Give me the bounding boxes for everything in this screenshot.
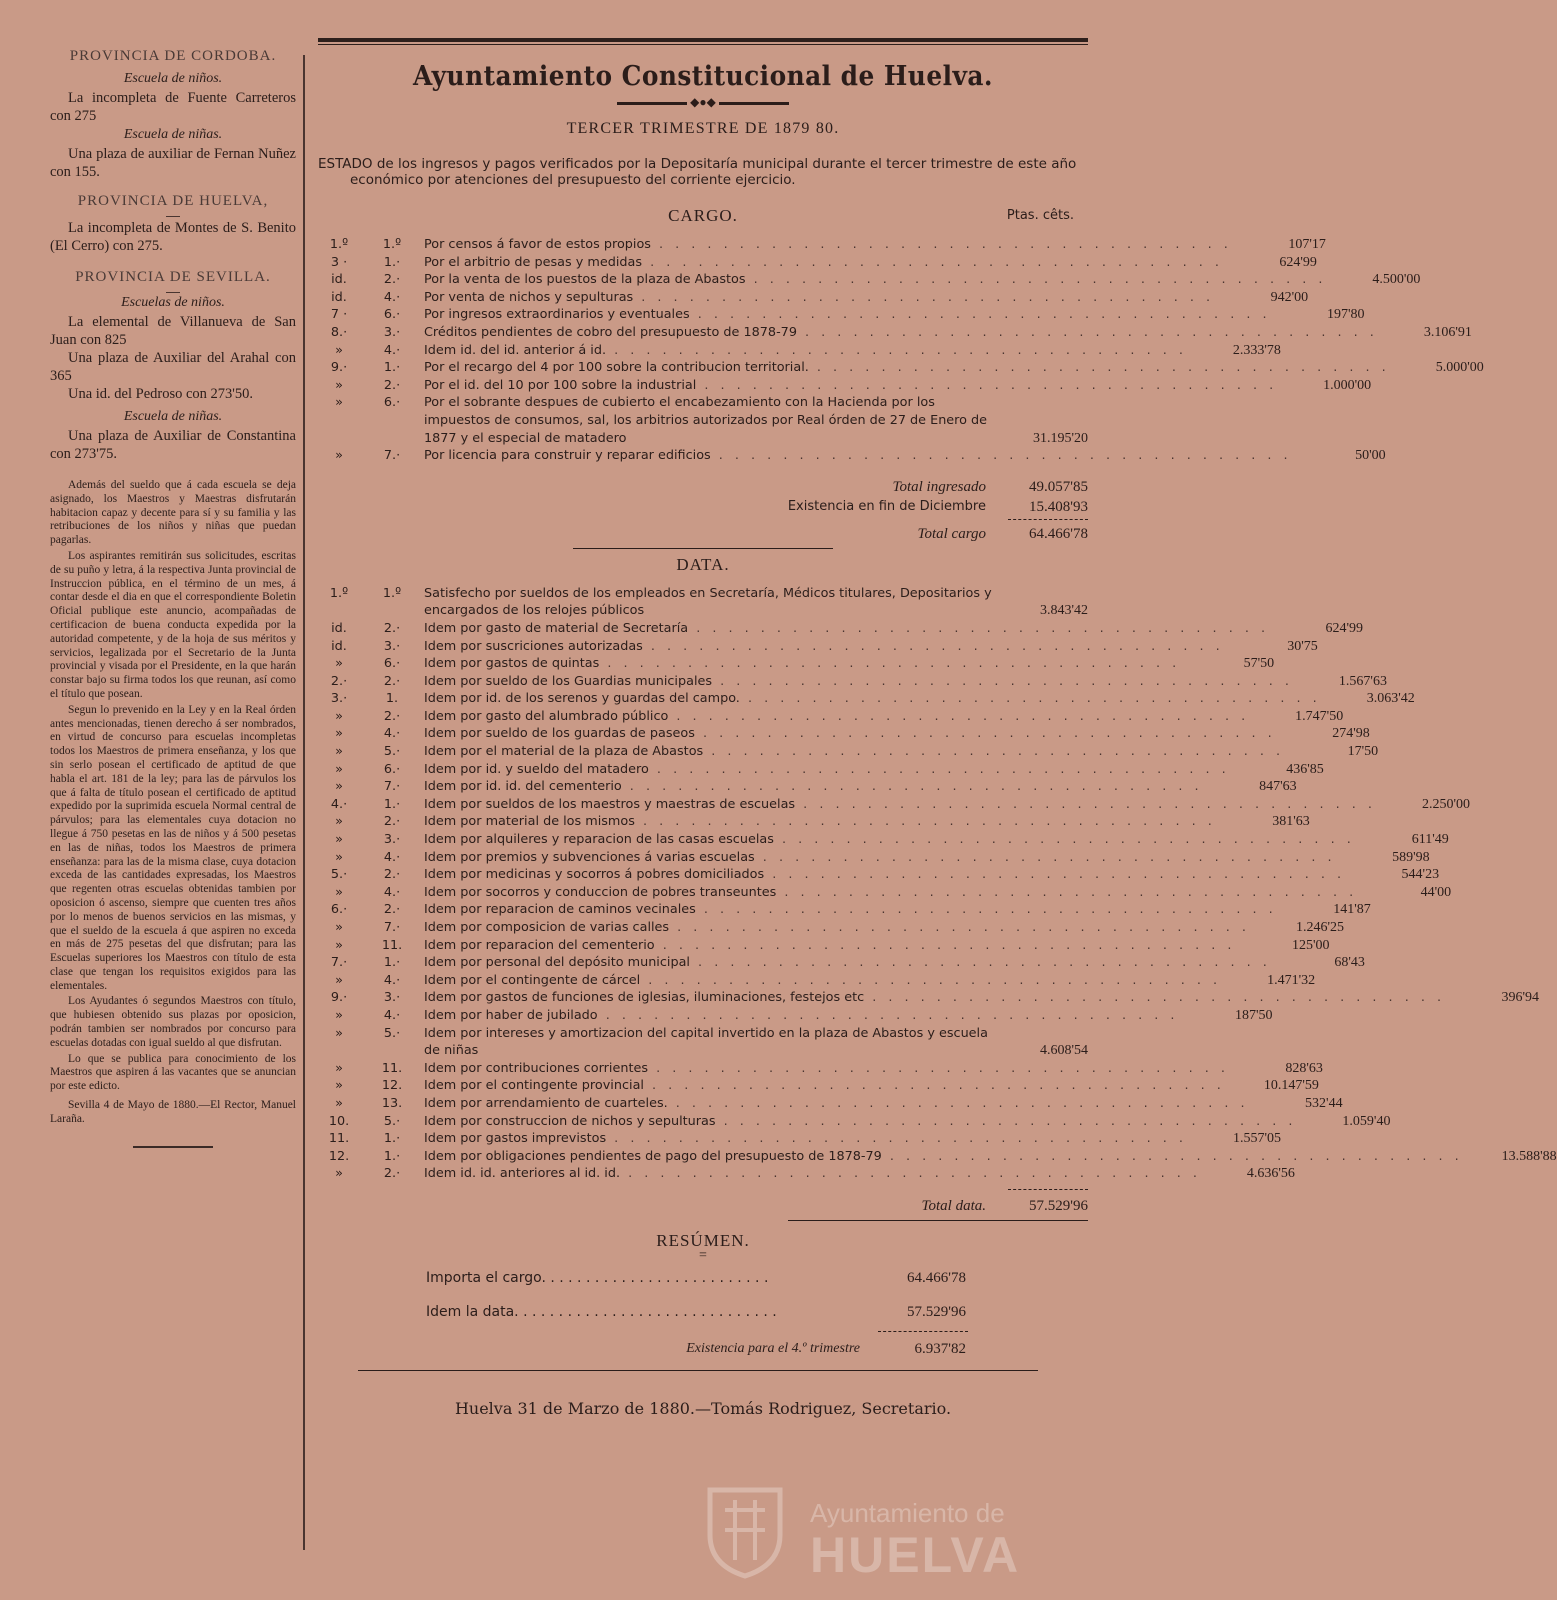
data-row (318, 585, 1088, 620)
article-number: 1. (385, 691, 399, 707)
concept-text: Idem por medicinas y socorros á pobres domiciliados . . . . . . . . . . . . . . . . . . . . . . . . . . . . . . . . . . . . (424, 867, 1346, 883)
amount-value: 1.747'50 (1295, 708, 1344, 724)
resumen-cargo-row (426, 1261, 966, 1295)
article-number: 11. (381, 937, 403, 953)
existencia-row (318, 497, 1088, 517)
data-row (318, 796, 1470, 814)
ornament-divider: ◆●◆ (318, 96, 1088, 108)
chapter-number: 1.º (329, 585, 349, 601)
concept-text: Idem por el contingente provincial . . . . . . . . . . . . . . . . . . . . . . . . . . . . . . . . . . . . (424, 1078, 1225, 1094)
article-number: 3.· (383, 990, 401, 1006)
data-row (318, 655, 1275, 673)
article-number: 2.· (383, 673, 401, 689)
cargo-row (318, 271, 1421, 289)
resumen-data-value: 57.529'96 (907, 1303, 966, 1320)
double-rule: = (699, 1247, 707, 1263)
data-row (318, 725, 1370, 743)
article-number: 2.· (383, 867, 401, 883)
article-number: 3.· (383, 638, 401, 654)
concept-text: Idem por gasto del alumbrado público . . . . . . . . . . . . . . . . . . . . . . . . . . . . . . . . . . . . (424, 708, 1250, 724)
section-subheading: Escuela de niñas. (123, 409, 223, 424)
article-number: 2.· (383, 1166, 401, 1182)
article-number: 4.· (383, 726, 401, 742)
concept-text: Idem id. del id. anterior á id. . . . . . . . . . . . . . . . . . . . . . . . . . . . . . . . . . . . . (424, 342, 1187, 358)
concept-text: Idem por composicion de varias calles . . . . . . . . . . . . . . . . . . . . . . . . . . . . . . . . . . . . (424, 920, 1250, 935)
amount-value: 3.106'91 (1423, 324, 1472, 340)
chapter-number: 12. (328, 1148, 350, 1164)
chapter-number: » (335, 849, 343, 865)
vacancy-text: Una plaza de Auxiliar del Arahal con 365 (50, 350, 296, 384)
concept-text: Idem por intereses y amortizacion del capital invertido en la plaza de Abastos y escuela de niñas (424, 1025, 988, 1059)
amount-value: 3.843'42 (1039, 603, 1088, 619)
resumen-heading: RESÚMEN. (656, 1230, 750, 1250)
watermark-logo (700, 1480, 1030, 1590)
resumen-existencia-value: 6.937'82 (914, 1340, 966, 1357)
total-cargo-row (318, 524, 1088, 544)
amount-value: 589'98 (1392, 849, 1430, 865)
article-number: 4.· (383, 342, 401, 358)
concept-text: Idem por personal del depósito municipal . . . . . . . . . . . . . . . . . . . . . . . . . . . . . . . . . . . . (424, 955, 1271, 971)
concept-text: Idem por sueldo de los Guardias municipales . . . . . . . . . . . . . . . . . . . . . . . . . . . . . . . . . . . . (424, 673, 1293, 689)
divider (166, 292, 180, 293)
article-number: 1.º (382, 237, 402, 252)
total-data-value: 57.529'96 (1029, 1197, 1088, 1214)
concept-text: Por venta de nichos y sepulturas . . . . . . . . . . . . . . . . . . . . . . . . . . . . . . . . . . . . (424, 289, 1215, 305)
chapter-number: » (335, 814, 343, 830)
concept-text: Idem por sueldos de los maestros y maestras de escuelas . . . . . . . . . . . . . . . . . . . . . . . . . . . . . . . . . . . . (424, 796, 1376, 812)
data-row (318, 813, 1310, 831)
amount-value: 436'85 (1286, 761, 1324, 777)
amount-value: 544'23 (1401, 867, 1440, 883)
total-cargo-value: 64.466'78 (1029, 525, 1088, 542)
chapter-number: 10. (328, 1113, 350, 1129)
total-ingresado-label: Total ingresado (892, 478, 986, 495)
chapter-number: » (335, 448, 343, 464)
data-row (318, 708, 1344, 726)
chapter-number: 6.· (330, 902, 348, 918)
vacancy-text: La elemental de Villanueva de San Juan con 825 (50, 314, 296, 348)
concept-text: Por licencia para construir y reparar edificios . . . . . . . . . . . . . . . . . . . . . . . . . . . . . . . . . . . . (424, 448, 1292, 464)
amount-value: 274'98 (1332, 726, 1370, 742)
amount-value: 1.246'25 (1295, 920, 1344, 935)
vacancy-text: La incompleta de Fuente Carreteros con 275 (50, 90, 296, 124)
chapter-number: » (335, 761, 343, 777)
article-number: 1.· (383, 1148, 401, 1164)
data-row (318, 866, 1440, 884)
resumen-existencia-row (426, 1332, 966, 1366)
article-number: 4.· (383, 289, 401, 305)
concept-text: Idem por el material de la plaza de Abastos . . . . . . . . . . . . . . . . . . . . . . . . . . . . . . . . . . . . (424, 744, 1285, 760)
cargo-row (318, 306, 1365, 324)
chapter-number: 7.· (330, 955, 348, 971)
article-number: 2.· (383, 377, 401, 393)
amount-value: 50'00 (1355, 448, 1386, 464)
chapter-number: 9.· (330, 360, 348, 376)
article-number: 6.· (383, 307, 401, 323)
vacancy-text: Una id. del Pedroso con 273'50. (68, 386, 254, 402)
amount-value: 13.588'88 (1501, 1148, 1557, 1164)
chapter-number: » (335, 920, 343, 935)
resumen-data-label: Idem la data. . . . . . . . . . . . . . . . . . . . . . . . . . . . . . (426, 1303, 777, 1320)
data-row (318, 937, 1330, 955)
amount-value: 828'63 (1285, 1060, 1323, 1076)
cargo-heading (318, 206, 1088, 228)
watermark-line-1: Ayuntamiento de (810, 1498, 1005, 1528)
concept-text: Idem por id. de los serenos y guardas del campo. . . . . . . . . . . . . . . . . . . . . . . . . . . . . . . . . . . . . (424, 691, 1321, 707)
chapter-number: » (335, 1166, 343, 1182)
top-rule (318, 38, 1088, 42)
city-crest-icon (700, 1480, 790, 1580)
concept-text: Idem por obligaciones pendientes de pago del presupuesto de 1878-79 . . . . . . . . . . . . . . . . . . . . . . . . . . . . . . . . . . . . (424, 1148, 1463, 1164)
data-row (318, 901, 1371, 919)
article-number: 7.· (383, 920, 401, 935)
article-number: 4.· (383, 849, 401, 865)
province-cordoba-heading: PROVINCIA DE CORDOBA. (69, 48, 277, 64)
resumen-cargo-value: 64.466'78 (907, 1269, 966, 1286)
chapter-number: 11. (328, 1131, 350, 1147)
data-row (318, 1130, 1281, 1148)
article-number: 11. (381, 1060, 403, 1076)
chapter-number: id. (331, 289, 347, 305)
article-number: 5.· (383, 1113, 401, 1129)
concept-text: Por el sobrante despues de cubierto el encabezamiento con la Hacienda por los impuestos de consumos, sal, los arbitrios autorizados por Real órden de 27 de Enero de 1877 y el especial de matadero (424, 395, 988, 446)
article-number: 1.º (382, 585, 402, 601)
concept-text: Idem id. id. anteriores al id. id. . . . . . . . . . . . . . . . . . . . . . . . . . . . . . . . . . . . . (424, 1166, 1201, 1182)
concept-text: Por la venta de los puestos de la plaza de Abastos . . . . . . . . . . . . . . . . . . . . . . . . . . . . . . . . . . . . (424, 272, 1327, 288)
data-row (318, 972, 1316, 990)
note-paragraph: Además del sueldo que á cada escuela se deja asignado, los Maestros y Maestras disfrutarán habitacion capaz y decente para sí y su familia y las retribuciones de los niños y niñas que puedan pagarlas. (50, 479, 296, 547)
cargo-row (318, 359, 1484, 377)
amount-value: 2.250'00 (1421, 796, 1470, 812)
article-number: 13. (381, 1095, 403, 1111)
cargo-row (318, 236, 1326, 254)
data-row (318, 761, 1324, 779)
vacancy-text: La incompleta de Montes de S. Benito (El Cerro) con 275. (50, 220, 296, 254)
note-paragraph: Los aspirantes remitirán sus solicitudes, escritas de su puño y letra, á la respectiva Junta provincial de Instruccion pública, en el término de un mes, á contar desde el dia en que el correspondiente Boletin Oficial publique este anuncio, acompañadas de certificacion de buena conducta expedida por la autoridad competente, y de la hoja de sus méritos y servicios, legalizada por el Secretario de la Junta provincial y visada por el Presidente, en la que harán constar bajo su firma todos los que reunan, así como el título que posean. (50, 549, 296, 700)
article-number: 3.· (383, 832, 401, 848)
concept-text: Idem por haber de jubilado . . . . . . . . . . . . . . . . . . . . . . . . . . . . . . . . . . . . (424, 1007, 1179, 1023)
chapter-number: » (335, 884, 343, 900)
amount-value: 532'44 (1305, 1095, 1343, 1111)
chapter-number: 4.· (330, 796, 348, 812)
concept-text: Idem por el contingente de cárcel . . . . . . . . . . . . . . . . . . . . . . . . . . . . . . . . . . . . (424, 972, 1222, 988)
data-row (318, 743, 1379, 761)
data-row (318, 690, 1415, 708)
sum-dash (1008, 519, 1088, 520)
data-row (318, 638, 1318, 656)
concept-text: Por el recargo del 4 por 100 sobre la contribucion territorial. . . . . . . . . . . . . . . . . . . . . . . . . . . . . . . . . . . . . (424, 360, 1390, 376)
amount-value: 1.567'63 (1338, 673, 1387, 689)
concept-text: Idem por reparacion del cementerio . . . . . . . . . . . . . . . . . . . . . . . . . . . . . . . . . . . . (424, 937, 1236, 953)
concept-text: Satisfecho por sueldos de los empleados en Secretaría, Médicos titulares, Depositarios y encargados de los relojes públicos (424, 585, 992, 619)
resumen-data-row (426, 1295, 966, 1329)
amount-value: 1.059'40 (1342, 1113, 1391, 1129)
sum-dash (1008, 1189, 1088, 1190)
article-number: 6.· (383, 395, 401, 411)
cargo-totals (318, 477, 1088, 549)
amount-value: 141'87 (1333, 902, 1371, 918)
resumen-cargo-label: Importa el cargo. . . . . . . . . . . . . . . . . . . . . . . . . . (426, 1269, 769, 1286)
statement-intro (318, 156, 1088, 188)
chapter-number: 3 · (330, 254, 348, 270)
amount-value: 611'49 (1411, 832, 1449, 848)
section-subheading: Escuela de niños. (123, 71, 223, 86)
chapter-number: 7 · (330, 307, 348, 323)
chapter-number: » (335, 1078, 343, 1094)
data-row (318, 849, 1430, 867)
province-huelva-heading: PROVINCIA DE HUELVA, (77, 193, 269, 209)
chapter-number: » (335, 656, 343, 672)
concept-text: Idem por socorros y conduccion de pobres transeuntes . . . . . . . . . . . . . . . . . . . . . . . . . . . . . . . . . . . . (424, 884, 1358, 900)
cargo-row (318, 377, 1372, 395)
data-table (318, 585, 1557, 1183)
data-row (318, 884, 1452, 902)
concept-text: Por el arbitrio de pesas y medidas . . . . . . . . . . . . . . . . . . . . . . . . . . . . . . . . . . . . (424, 254, 1223, 270)
amount-value: 5.000'00 (1435, 360, 1484, 376)
concept-text: Idem por id. y sueldo del matadero . . . . . . . . . . . . . . . . . . . . . . . . . . . . . . . . . . . . (424, 761, 1230, 777)
amount-value: 2.333'78 (1232, 342, 1281, 358)
chapter-number: id. (331, 620, 347, 636)
data-row (318, 989, 1540, 1007)
concept-text: Idem por arrendamiento de cuarteles. . . . . . . . . . . . . . . . . . . . . . . . . . . . . . . . . . . . . (424, 1095, 1249, 1111)
cargo-table (318, 236, 1484, 465)
data-row (318, 831, 1449, 849)
concept-text: Idem por premios y subvenciones á varias escuelas . . . . . . . . . . . . . . . . . . . . . . . . . . . . . . . . . . . . (424, 849, 1336, 865)
existencia-value: 15.408'93 (1029, 498, 1088, 515)
watermark-line-2: HUELVA (810, 1527, 1021, 1583)
divider (788, 1220, 1088, 1221)
left-column (50, 40, 296, 1148)
data-row (318, 1095, 1343, 1113)
amount-value: 381'63 (1272, 814, 1310, 830)
chapter-number: 2.· (330, 673, 348, 689)
amount-value: 396'94 (1501, 990, 1540, 1006)
article-number: 7.· (383, 779, 401, 795)
chapter-number: » (335, 1007, 343, 1023)
total-ingresado-row (318, 477, 1088, 497)
top-rule (318, 44, 1088, 45)
data-row (318, 620, 1364, 638)
data-row (318, 778, 1297, 796)
concept-text: Idem por gasto de material de Secretaría . . . . . . . . . . . . . . . . . . . . . . . . . . . . . . . . . . . . (424, 620, 1270, 636)
concept-text: Idem por gastos de quintas . . . . . . . . . . . . . . . . . . . . . . . . . . . . . . . . . . . . (424, 656, 1181, 672)
amount-value: 57'50 (1243, 656, 1275, 672)
note-paragraph: Los Ayudantes ó segundos Maestros con título, que hubiesen obtenido sus plazas por oposicion, podrán tambien ser nombrados por concurso para escuelas dotadas con igual sueldo al que disfrutan. (50, 995, 296, 1049)
article-number: 4.· (383, 1007, 401, 1023)
data-row (318, 1113, 1391, 1131)
chapter-number: 8.· (330, 324, 348, 340)
amount-value: 68'43 (1334, 955, 1365, 971)
article-number: 1.· (383, 254, 401, 270)
quarter-heading: TERCER TRIMESTRE DE 1879 80. (566, 120, 840, 137)
amount-value: 942'00 (1270, 289, 1309, 305)
concept-text: Idem por gastos imprevistos . . . . . . . . . . . . . . . . . . . . . . . . . . . . . . . . . . . . (424, 1131, 1187, 1147)
concept-text: Idem por id. id. del cementerio . . . . . . . . . . . . . . . . . . . . . . . . . . . . . . . . . . . . (424, 779, 1203, 795)
article-number: 2.· (383, 902, 401, 918)
data-title: DATA. (676, 554, 730, 574)
divider (133, 1146, 213, 1148)
article-number: 2.· (383, 814, 401, 830)
total-ingresado-value: 49.057'85 (1029, 478, 1088, 495)
chapter-number: id. (331, 272, 347, 288)
cargo-title: CARGO. (668, 206, 738, 225)
data-totals (318, 1189, 1088, 1221)
concept-text: Créditos pendientes de cobro del presupuesto de 1878-79 . . . . . . . . . . . . . . . . . . . . . . . . . . . . . . . . . . . . (424, 324, 1378, 340)
amount-value: 10.147'59 (1263, 1078, 1319, 1094)
cargo-row (318, 447, 1386, 465)
chapter-number: 3.· (330, 691, 348, 707)
chapter-number: » (335, 395, 343, 411)
data-row (318, 1077, 1319, 1095)
data-row (318, 1148, 1557, 1166)
concept-text: Idem por reparacion de caminos vecinales . . . . . . . . . . . . . . . . . . . . . . . . . . . . . . . . . . . . (424, 902, 1277, 918)
total-data-row (318, 1196, 1088, 1216)
article-number: 1.· (383, 955, 401, 971)
amount-value: 847'63 (1259, 779, 1297, 795)
right-column (318, 38, 1557, 1418)
concept-text: Idem por contribuciones corrientes . . . . . . . . . . . . . . . . . . . . . . . . . . . . . . . . . . . . (424, 1060, 1229, 1076)
amount-value: 4.636'56 (1246, 1166, 1295, 1182)
total-cargo-label: Total cargo (917, 525, 986, 542)
data-row (318, 1165, 1295, 1183)
data-row (318, 1060, 1323, 1078)
chapter-number: » (335, 744, 343, 760)
chapter-number: » (335, 937, 343, 953)
article-number: 12. (381, 1078, 403, 1094)
article-number: 5.· (383, 1025, 401, 1041)
amount-value: 1.471'32 (1267, 972, 1316, 988)
column-divider (303, 55, 305, 1550)
concept-text: Idem por sueldo de los guardas de paseos . . . . . . . . . . . . . . . . . . . . . . . . . . . . . . . . . . . . (424, 726, 1276, 742)
chapter-number: » (335, 377, 343, 393)
page-title: Ayuntamiento Constitucional de Huelva. (412, 61, 994, 92)
chapter-number: » (335, 342, 343, 358)
amount-value: 1.000'00 (1323, 377, 1372, 393)
concept-text: Idem por construccion de nichos y sepulturas . . . . . . . . . . . . . . . . . . . . . . . . . . . . . . . . . . . . (424, 1113, 1297, 1129)
divider (358, 1370, 1038, 1371)
amount-value: 31.195'20 (1032, 430, 1088, 446)
cargo-row (318, 342, 1281, 360)
chapter-number: » (335, 1025, 343, 1041)
data-row (318, 1007, 1273, 1025)
divider (573, 548, 833, 549)
chapter-number: 1.º (329, 237, 349, 252)
amount-value: 107'17 (1288, 237, 1326, 252)
amount-value: 1.557'05 (1232, 1131, 1281, 1147)
chapter-number: 9.· (330, 990, 348, 1006)
data-row (318, 673, 1387, 691)
amount-value: 125'00 (1291, 937, 1330, 953)
chapter-number: » (335, 832, 343, 848)
amount-value: 3.063'42 (1366, 691, 1415, 707)
chapter-number: » (335, 1060, 343, 1076)
article-number: 5.· (383, 744, 401, 760)
article-number: 2.· (383, 272, 401, 288)
currency-column-header: Ptas. cêts. (1006, 208, 1074, 223)
existencia-label: Existencia en fin de Diciembre (787, 498, 986, 514)
date-signature: Sevilla 4 de Mayo de 1880.—El Rector, Manuel Laraña. (50, 1099, 296, 1126)
article-number: 2.· (383, 620, 401, 636)
article-number: 1.· (383, 1131, 401, 1147)
chapter-number: » (335, 708, 343, 724)
amount-value: 624'99 (1279, 254, 1317, 270)
note-paragraph: Segun lo prevenido en la Ley y en la Real órden antes mencionadas, tienen derecho á ser nombrados, en virtud de concurso para escuelas incompletas todos los Maestros de primera enseñanza, y los que sin serlo posean el certificado de aptitud de que habla el art. 181 de la ley; para las de párvulos los que á falta de título posean el certificado de aptitud expedido por la suprimida escuela Normal central de párvulos; para las elementales cuya dotacion no llegue á 750 pesetas en las de niños y á 500 pesetas en las de niñas, todos los Maestros de primera enseñanza: para las de la misma clase, cuya dotacion exceda de las cantidades expresadas, los Maestros que regenten otras escuelas obtenidas tambien por oposicion ó ascenso, siempre que cuenten tres años por lo menos de buenos servicios en las mismas, y que el sueldo de la escuela á que aspiren no exceda en más de 275 pesetas del que disfrutan; para las Escuelas superiores los Maestros con título de esta clase que tengan los requisitos exigidos para las elementales. (50, 703, 296, 992)
chapter-number: » (335, 779, 343, 795)
cargo-row (318, 254, 1317, 272)
amount-value: 4.500'00 (1372, 272, 1421, 288)
chapter-number: 5.· (330, 867, 348, 883)
data-row (318, 919, 1344, 937)
amount-value: 624'99 (1325, 620, 1364, 636)
article-number: 6.· (383, 761, 401, 777)
total-data-label: Total data. (921, 1197, 986, 1214)
signature-line: Huelva 31 de Marzo de 1880.—Tomás Rodriguez, Secretario. (454, 1398, 952, 1418)
article-number: 4.· (383, 884, 401, 900)
cargo-row (318, 324, 1472, 342)
amount-value: 30'75 (1287, 638, 1318, 654)
cargo-row (318, 289, 1309, 307)
amount-value: 197'80 (1327, 307, 1365, 323)
amount-value: 187'50 (1234, 1007, 1273, 1023)
amount-value: 4.608'54 (1039, 1043, 1088, 1059)
concept-text: Por el id. del 10 por 100 sobre la industrial . . . . . . . . . . . . . . . . . . . . . . . . . . . . . . . . . . . . (424, 377, 1278, 393)
concept-text: Idem por material de los mismos . . . . . . . . . . . . . . . . . . . . . . . . . . . . . . . . . . . . (424, 814, 1216, 830)
article-number: 1.· (383, 796, 401, 812)
cargo-row (318, 394, 1088, 447)
concept-text: Idem por suscriciones autorizadas . . . . . . . . . . . . . . . . . . . . . . . . . . . . . . . . . . . . (424, 638, 1224, 654)
chapter-number: » (335, 972, 343, 988)
section-subheading: Escuelas de niños. (121, 295, 225, 310)
divider (166, 216, 180, 217)
concept-text: Por censos á favor de estos propios . . . . . . . . . . . . . . . . . . . . . . . . . . . . . . . . . . . . (424, 237, 1232, 252)
concept-text: Por ingresos extraordinarios y eventuales . . . . . . . . . . . . . . . . . . . . . . . . . . . . . . . . . . . . (424, 307, 1271, 323)
vacancy-text: Una plaza de Auxiliar de Constantina con 273'75. (50, 428, 296, 462)
article-number: 4.· (383, 972, 401, 988)
amount-value: 44'00 (1420, 884, 1452, 900)
resumen-existencia-label: Existencia para el 4.º trimestre (686, 1340, 860, 1356)
concept-text: Idem por alquileres y reparacion de las casas escuelas . . . . . . . . . . . . . . . . . . . . . . . . . . . . . . . . . . . . (424, 832, 1355, 848)
chapter-number: » (335, 1095, 343, 1111)
statement-line-2: económico por atenciones del presupuesto del corriente ejercicio. (350, 172, 796, 188)
amount-value: 17'50 (1347, 744, 1379, 760)
data-row (318, 954, 1365, 972)
article-number: 1.· (383, 360, 401, 376)
article-number: 2.· (383, 708, 401, 724)
chapter-number: id. (331, 638, 347, 654)
article-number: 7.· (383, 448, 401, 464)
vacancy-text: Una plaza de auxiliar de Fernan Nuñez con 155. (50, 146, 296, 180)
concept-text: Idem por gastos de funciones de iglesias, iluminaciones, festejos etc . . . . . . . . . . . . . . . . . . . . . . . . . . . . . . . . . . . . (424, 990, 1446, 1006)
data-row (318, 1025, 1088, 1060)
chapter-number: » (335, 726, 343, 742)
article-number: 6.· (383, 656, 401, 672)
province-sevilla-heading: PROVINCIA DE SEVILLA. (75, 269, 271, 285)
statement-line-1: ESTADO de los ingresos y pagos verificados por la Depositaría municipal durante el tercer trimestre de este año (318, 156, 1077, 172)
data-heading (318, 555, 1088, 577)
section-subheading: Escuela de niñas. (123, 127, 223, 142)
article-number: 3.· (383, 324, 401, 340)
note-paragraph: Lo que se publica para conocimiento de los Maestros que aspiren á las vacantes que se anuncian por este edicto. (50, 1052, 296, 1093)
